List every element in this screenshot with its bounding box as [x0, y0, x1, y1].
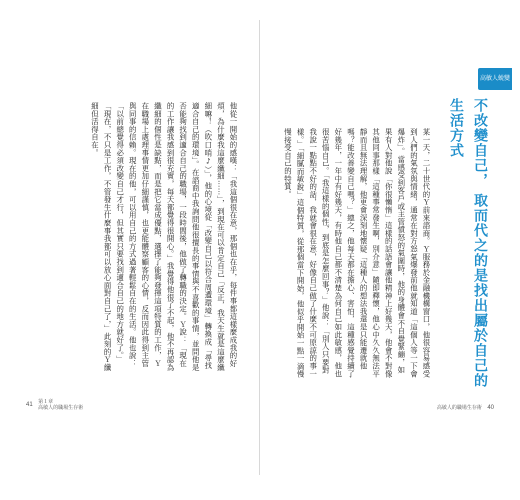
- right-page-footer: [437, 404, 494, 411]
- section-title: [442, 98, 492, 398]
- title-line-2: 取而代之的是找出屬於自己的生活方式: [448, 98, 488, 389]
- right-page: [260, 20, 512, 475]
- right-page-footer-title: 高敏人的職場生存術: [436, 405, 482, 411]
- title-line-1: 不改變自己，: [472, 98, 488, 188]
- left-page: [8, 20, 260, 475]
- left-page-body-text: 他從一開始的感嘆：「我這個很在意，那個也在乎，每件事都這樣麼成我的好煩，為什麼我這麼纖細……」，到現在可以肯定自己「反正，我天生就是這麼纖細嘛！（吹口哨♪）」，他的心境從「改變自己以符合周遭環境」轉換成「尋找適合自己的環境」。在諮商中我詢問他很擅長的事情與不喜歡的事情，並問他是否能夠找到適合自己的職場，一段時間後，他做了轉職的決定。Ｙ說：「現在的工作讓我感到很充實，每天都覺得很開心。」我覺得他很了不起，他不再認為纖細的個性是缺點，而是把它當成優點，選擇了能夠發揮這項特質的工作，Ｙ在職場上處理事情更加仔細謹慎，也更能體察顧客的心情，反而因此得到主管與同事的信賴。現在的他，可以用自己的方式過著輕鬆自在的生活。他也說：「以前總覺得必須改變自己才行，但其實只要找到適合自己的地方就好了。」「現在，不只是工作，不管發生什麼事我都可以放心面對自己了，」此刻的Ｙ纖細但活得自在。: [90, 102, 238, 372]
- right-page-number: 40: [487, 405, 494, 411]
- left-page-footer: [26, 399, 83, 411]
- left-page-chapter-label: [38, 399, 83, 411]
- right-page-body-text: 某一天，二十世代的Ｙ前來諮商。Ｙ服務於金融機構窗口，他很容易感受到人們的氣氛與情緒，通常在對方怒氣爆發前他就知道「這個人等一下會爆炸」。當感受到客戶或主管憤怒的氣圍時，他的身體會不自覺緊繃，如果有人對他說「你很懶惰」這樣的話語會讓他精神上好幾天，他會不對像其他同事那樣「這種事常發生啊，別介意」隨即釋懷，他心中久久無法平靜而且無法理解，他更會深刻地懷疑「這種人的想法我還是只能遷就他嗎？能改善變自己嗎？」總之，他每天都在擔心、害怕，這種感覺持續了好幾年，一年中有好幾天，有時他自己都不清楚為何自己如此敏感，他也很苦惱自己。「我這樣的個性，到底是怎麼回事？」他說：「別人只要對我說一點點不好的話，我就會很在意，好像自己做了什麼不可原諒的事一樣。」「細膩而敏銳」這個特質，從那個當下開始，他似乎開始一點一滴慢慢接受自己的特質。: [283, 128, 431, 378]
- section-tab: 高敏人蜕變實例1: [478, 68, 512, 90]
- left-page-number: 41: [26, 402, 33, 409]
- chapter-title: 高敏人的職場生存術: [38, 405, 84, 411]
- chapter-number: 第１章: [38, 399, 54, 405]
